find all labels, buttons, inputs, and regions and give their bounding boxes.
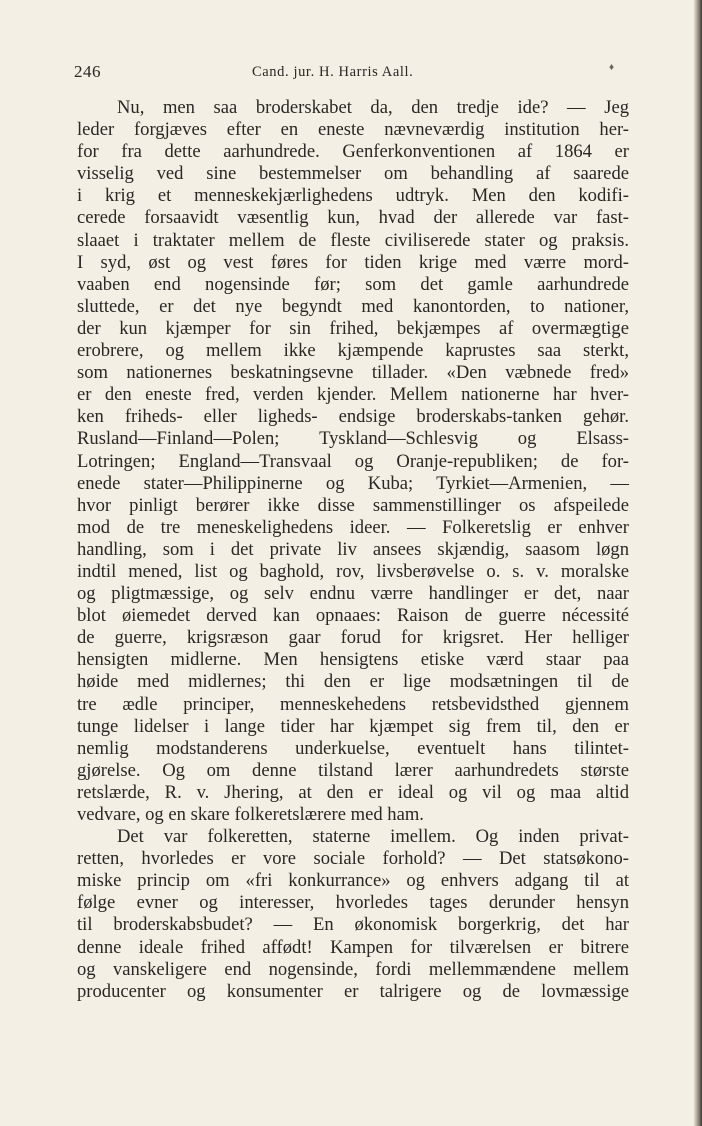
text-line: nemlig modstanderens underkuelse, eventuelt hans tilintet- xyxy=(77,737,629,759)
text-line: sluttede, er det nye begyndt med kanontorden, to nationer, xyxy=(77,295,629,317)
printer-mark: ♦ xyxy=(609,62,615,73)
text-line: ken friheds- eller ligheds- endsige broderskabs-tanken gehør. xyxy=(77,406,629,428)
text-line: er den eneste fred, verden kjender. Mellem nationerne har hver- xyxy=(77,384,629,406)
text-line: enede stater—Philippinerne og Kuba; Tyrkiet—Armenien, — xyxy=(77,472,629,494)
text-line: vaaben end nogensinde før; som det gamle aarhundrede xyxy=(77,273,629,295)
text-line: og vanskeligere end nogensinde, fordi mellemmændene mellem xyxy=(77,958,629,980)
text-line: der kun kjæmper for sin frihed, bekjæmpes af overmægtige xyxy=(77,317,629,339)
text-line: indtil mened, list og baghold, rov, livsberøvelse o. s. v. moralske xyxy=(77,560,629,582)
page-header xyxy=(0,62,702,86)
text-line: retten, hvorledes er vore sociale forhold? — Det statsøkono- xyxy=(77,848,629,870)
text-line: I syd, øst og vest føres for tiden krige med værre mord- xyxy=(77,251,629,273)
text-line: tunge lidelser i lange tider har kjæmpet sig frem til, den er xyxy=(77,715,629,737)
text-line: hensigten midlerne. Men hensigtens etiske værd staar paa xyxy=(77,649,629,671)
text-line: denne ideale frihed affødt! Kampen for tilværelsen er bitrere xyxy=(77,936,629,958)
running-head: Cand. jur. H. Harris Aall. xyxy=(252,64,414,80)
text-line: høide med midlernes; thi den er lige modsætningen til de xyxy=(77,671,629,693)
text-line: visselig ved sine bestemmelser om behandling af saarede xyxy=(77,163,629,185)
text-line: Nu, men saa broderskabet da, den tredje ide? — Jeg xyxy=(117,97,629,118)
text-line: vedvare, og en skare folkeretslærere med ham. xyxy=(77,804,424,825)
text-line: slaaet i traktater mellem de fleste civiliserede stater og praksis. xyxy=(77,229,629,251)
text-line: cerede forsaavidt væsentlig kun, hvad der allerede var fast- xyxy=(77,207,629,229)
text-line: leder forgjæves efter en eneste nævneværdig institution her- xyxy=(77,119,629,141)
text-line: de guerre, krigsræson gaar forud for krigsret. Her helliger xyxy=(77,627,629,649)
text-line: blot øiemedet derved kan opnaaes: Raison de guerre nécessité xyxy=(77,605,629,627)
text-line: handling, som i det private liv ansees skjændig, saasom løgn xyxy=(77,538,629,560)
text-line: og pligtmæssige, og selv endnu værre handlinger er det, naar xyxy=(77,583,629,605)
text-line: retslærde, R. v. Jhering, at den er ideal og vil og maa altid xyxy=(77,781,629,803)
text-line: mod de tre meneskelighedens ideer. — Folkeretslig er enhver xyxy=(77,516,629,538)
text-line: gjørelse. Og om denne tilstand lærer aarhundredets største xyxy=(77,759,629,781)
body-text xyxy=(77,97,629,1003)
text-line: miske princip om «fri konkurrance» og enhvers adgang til at xyxy=(77,870,629,892)
text-line: erobrere, og mellem ikke kjæmpende kaprustes saa sterkt, xyxy=(77,340,629,362)
text-line: hvor pinligt berører ikke disse sammenstillinger os afspeilede xyxy=(77,494,629,516)
text-line: producenter og konsumenter er talrigere og de lovmæssige xyxy=(77,980,629,1002)
text-line: Lotringen; England—Transvaal og Oranje-republiken; de for- xyxy=(77,450,629,472)
text-line: tre ædle principer, menneskehedens retsbevidsthed gjennem xyxy=(77,693,629,715)
text-line: følge evner og interesser, hvorledes tages derunder hensyn xyxy=(77,892,629,914)
text-line: som nationernes beskatningsevne tillader. «Den væbnede fred» xyxy=(77,362,629,384)
page-number: 246 xyxy=(74,62,101,81)
text-line: for fra dette aarhundrede. Genferkonventionen af 1864 er xyxy=(77,141,629,163)
text-line: i krig et menneskekjærlighedens udtryk. Men den kodifi- xyxy=(77,185,629,207)
text-line: Rusland—Finland—Polen; Tyskland—Schlesvig og Elsass- xyxy=(77,428,629,450)
page-edge xyxy=(694,0,702,1126)
text-line: til broderskabsbudet? — En økonomisk borgerkrig, det har xyxy=(77,914,629,936)
text-line: Det var folkeretten, staterne imellem. Og inden privat- xyxy=(117,826,629,848)
